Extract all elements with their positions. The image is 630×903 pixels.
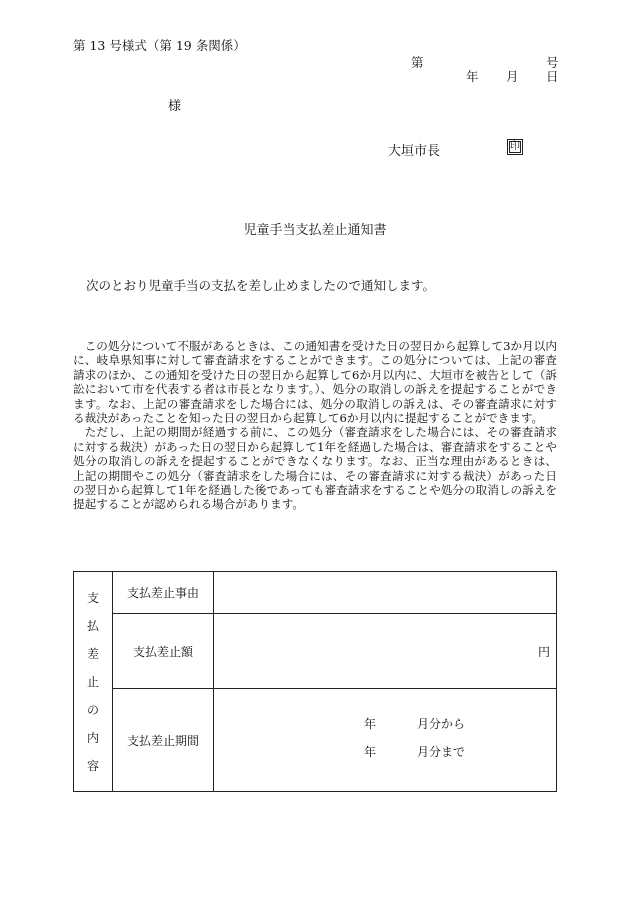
period-to-year: 年: [364, 745, 377, 759]
document-number-label: 第: [411, 55, 424, 70]
side-char: 差: [86, 646, 99, 661]
side-char: 止: [86, 674, 99, 689]
period-to-month: 月分まで: [417, 745, 466, 759]
lead-sentence: 次のとおり児童手当の支払を差し止めましたので通知します。: [86, 278, 436, 293]
reason-value: [214, 572, 557, 614]
notice-paragraph-1: この処分について不服があるときは、この通知書を受けた日の翌日から起算して3か月以内に、岐阜県知事に対して審査請求をすることができます。この処分については、上記の審査請求のほか、この通知を受けた日の翌日から起算して6か月以内に、大垣市を被告として（訴訟において市を代表する者は市長となります。）、処分の取消しの訴えを提起することができます。なお、上記の審査請求をした場合には、処分の取消しの訴えは、その審査請求に対する裁決があったことを知った日の翌日から起算して6か月以内に提起することができます。: [73, 339, 557, 426]
period-from-month: 月分から: [417, 717, 466, 731]
addressee-honorific: 様: [168, 99, 182, 114]
period-from-year: 年: [364, 717, 377, 731]
period-from: [364, 715, 465, 732]
side-char: 容: [86, 758, 99, 773]
seal-mark: 印: [507, 139, 523, 155]
form-number: 第 13 号様式（第 19 条関係）: [73, 38, 246, 53]
details-side-label: [74, 572, 113, 792]
date-month: 月: [506, 69, 519, 84]
suspension-details-table: [73, 571, 557, 792]
date-day: 日: [546, 69, 559, 84]
issuer-name: 大垣市長: [388, 144, 441, 159]
document-number-suffix: 号: [546, 55, 559, 70]
amount-label: 支払差止額: [113, 614, 214, 689]
appeal-notice: [73, 339, 557, 512]
side-char: 支: [86, 590, 99, 605]
reason-label: 支払差止事由: [113, 572, 214, 614]
period-value: [214, 689, 557, 792]
notice-paragraph-2: ただし、上記の期間が経過する前に、この処分（審査請求をした場合には、その審査請求に対する裁決）があった日の翌日から起算して1年を経過した場合は、審査請求をすることや処分の取消しの訴えを提起することができなくなります。なお、正当な理由があるときは、上記の期間やこの処分（審査請求をした場合には、その審査請求に対する裁決）があった日の翌日から起算して1年を経過した後であっても審査請求をすることや処分の取消しの訴えを提起することが認められる場合があります。: [73, 425, 557, 512]
amount-value: [214, 614, 557, 689]
side-char: 内: [86, 730, 99, 745]
side-char: の: [86, 702, 99, 717]
period-to: [364, 743, 465, 760]
document-title: 児童手当支払差止通知書: [243, 223, 387, 238]
amount-unit: 円: [537, 644, 550, 659]
date-year: 年: [466, 69, 479, 84]
side-char: 払: [86, 618, 99, 633]
period-label: 支払差止期間: [113, 689, 214, 792]
